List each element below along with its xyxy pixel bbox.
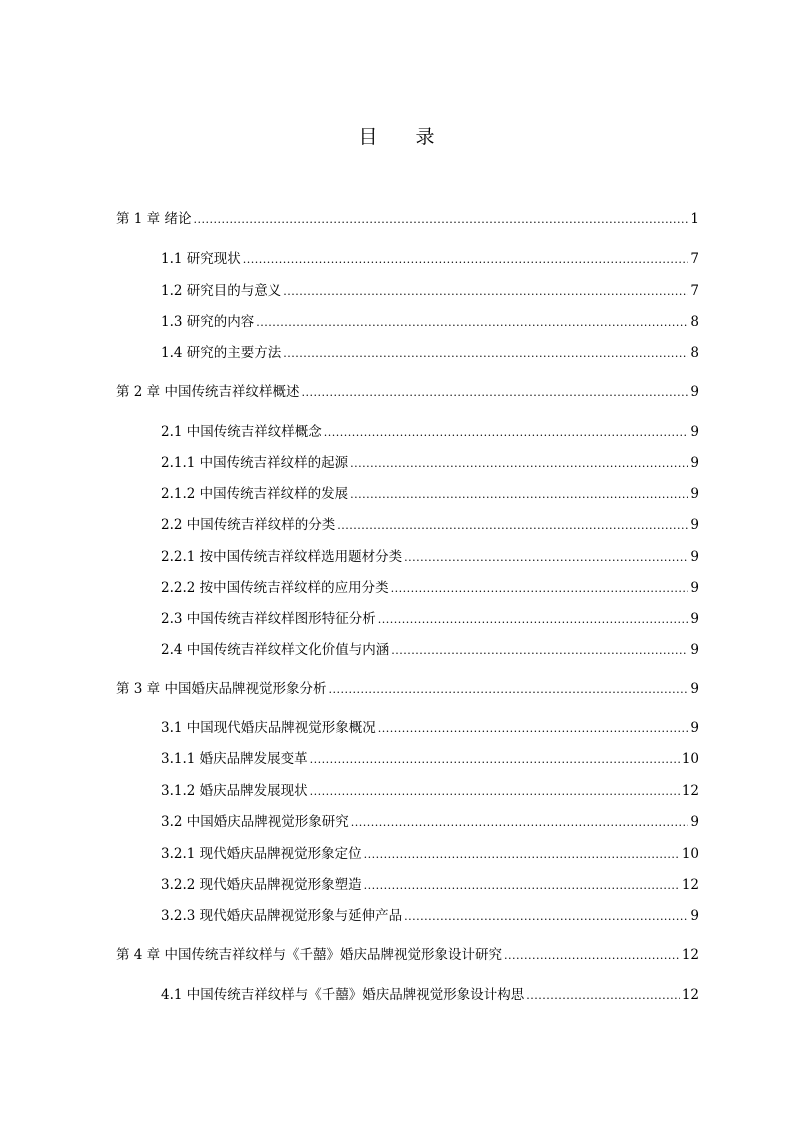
toc-entry-4-1[interactable]: [161, 986, 699, 1004]
dot-leader: [193, 211, 688, 229]
toc-entry-page: 12: [681, 947, 699, 963]
toc-entry-1-1[interactable]: [161, 250, 699, 268]
dot-leader: [378, 611, 689, 629]
toc-entry-page: 1: [690, 211, 699, 227]
toc-entry-label: 1.3 研究的内容: [161, 314, 255, 330]
toc-entry-3-2[interactable]: [161, 813, 699, 831]
toc-entry-2-2-2[interactable]: [161, 579, 699, 597]
toc-entry-page: 9: [690, 642, 699, 658]
dot-leader: [350, 486, 688, 504]
toc-entry-page: 9: [690, 814, 699, 830]
dot-leader: [404, 908, 688, 926]
toc-entry-page: 12: [681, 783, 699, 799]
toc-entry-page: 12: [681, 877, 699, 893]
toc-entry-page: 10: [681, 751, 699, 767]
toc-entry-label: 1.1 研究现状: [161, 251, 241, 267]
toc-entry-2-4[interactable]: [161, 641, 699, 659]
dot-leader: [504, 947, 680, 965]
dot-leader: [310, 751, 680, 769]
dot-leader: [404, 549, 688, 567]
toc-entry-label: 第 2 章 中国传统吉祥纹样概述: [116, 384, 300, 400]
dot-leader: [256, 314, 688, 332]
toc-entry-chapter-1[interactable]: [116, 210, 699, 228]
toc-entry-page: 9: [690, 720, 699, 736]
toc-entry-page: 9: [690, 424, 699, 440]
toc-entry-page: 8: [690, 345, 699, 361]
toc-entry-3-1-2[interactable]: [161, 782, 699, 800]
toc-entry-label: 2.1.1 中国传统吉祥纹样的起源: [161, 455, 349, 471]
toc-entry-label: 第 1 章 绪论: [116, 211, 192, 227]
toc-entry-label: 3.2 中国婚庆品牌视觉形象研究: [161, 814, 349, 830]
dot-leader: [324, 424, 689, 442]
toc-entry-label: 2.4 中国传统吉祥纹样文化价值与内涵: [161, 642, 390, 658]
page-title: [0, 122, 793, 149]
toc-entry-label: 2.2.2 按中国传统吉祥纹样的应用分类: [161, 580, 389, 596]
toc-entry-chapter-2[interactable]: [116, 383, 699, 401]
toc-entry-page: 9: [690, 455, 699, 471]
toc-entry-3-2-2[interactable]: [161, 876, 699, 894]
dot-leader: [310, 783, 680, 801]
toc-entry-label: 2.2.1 按中国传统吉祥纹样选用题材分类: [161, 549, 403, 565]
toc-entry-label: 3.2.1 现代婚庆品牌视觉形象定位: [161, 846, 362, 862]
title-char-2: 录: [415, 126, 435, 148]
toc-entry-label: 第 3 章 中国婚庆品牌视觉形象分析: [116, 681, 327, 697]
toc-entry-label: 4.1 中国传统吉祥纹样与《千囍》婚庆品牌视觉形象设计构思: [161, 987, 525, 1003]
toc-entry-label: 2.3 中国传统吉祥纹样图形特征分析: [161, 611, 376, 627]
dot-leader: [243, 251, 689, 269]
toc-entry-3-1[interactable]: [161, 719, 699, 737]
toc-entry-label: 2.1.2 中国传统吉祥纹样的发展: [161, 486, 349, 502]
dot-leader: [526, 987, 680, 1005]
toc-entry-2-2[interactable]: [161, 516, 699, 534]
toc-entry-2-1-1[interactable]: [161, 454, 699, 472]
dot-leader: [364, 846, 680, 864]
toc-entry-label: 3.1.2 婚庆品牌发展现状: [161, 783, 308, 799]
toc-entry-page: 12: [681, 987, 699, 1003]
toc-entry-label: 1.2 研究目的与意义: [161, 283, 282, 299]
toc-entry-label: 3.1.1 婚庆品牌发展变革: [161, 751, 308, 767]
toc-entry-3-2-1[interactable]: [161, 845, 699, 863]
toc-entry-page: 9: [690, 384, 699, 400]
toc-entry-3-2-3[interactable]: [161, 907, 699, 925]
toc-entry-chapter-4[interactable]: [116, 946, 699, 964]
toc-entry-1-3[interactable]: [161, 313, 699, 331]
dot-leader: [301, 384, 688, 402]
toc-entry-page: 9: [690, 681, 699, 697]
dot-leader: [328, 681, 688, 699]
dot-leader: [391, 642, 688, 660]
toc-entry-chapter-3[interactable]: [116, 680, 699, 698]
toc-entry-2-2-1[interactable]: [161, 548, 699, 566]
toc-entry-2-3[interactable]: [161, 610, 699, 628]
toc-entry-page: 8: [690, 314, 699, 330]
toc-entry-label: 3.1 中国现代婚庆品牌视觉形象概况: [161, 720, 376, 736]
dot-leader: [391, 580, 689, 598]
toc-entry-page: 7: [690, 251, 699, 267]
toc-entry-3-1-1[interactable]: [161, 750, 699, 768]
toc-entry-label: 第 4 章 中国传统吉祥纹样与《千囍》婚庆品牌视觉形象设计研究: [116, 947, 502, 963]
toc-entry-label: 1.4 研究的主要方法: [161, 345, 282, 361]
toc-entry-1-2[interactable]: [161, 282, 699, 300]
dot-leader: [283, 283, 688, 301]
toc-entry-label: 2.1 中国传统吉祥纹样概念: [161, 424, 322, 440]
dot-leader: [350, 455, 688, 473]
dot-leader: [378, 720, 689, 738]
toc-entry-label: 3.2.2 现代婚庆品牌视觉形象塑造: [161, 877, 362, 893]
toc-entry-1-4[interactable]: [161, 344, 699, 362]
dot-leader: [364, 877, 680, 895]
dot-leader: [337, 517, 688, 535]
toc-entry-2-1[interactable]: [161, 423, 699, 441]
toc-entry-2-1-2[interactable]: [161, 485, 699, 503]
dot-leader: [283, 345, 688, 363]
toc-entry-label: 3.2.3 现代婚庆品牌视觉形象与延伸产品: [161, 908, 403, 924]
toc-entry-page: 9: [690, 580, 699, 596]
toc-entry-page: 9: [690, 611, 699, 627]
toc-entry-page: 10: [681, 846, 699, 862]
toc-entry-label: 2.2 中国传统吉祥纹样的分类: [161, 517, 336, 533]
toc-entry-page: 9: [690, 908, 699, 924]
toc-entry-page: 9: [690, 517, 699, 533]
toc-entry-page: 9: [690, 486, 699, 502]
title-char-1: 目: [358, 126, 378, 148]
dot-leader: [351, 814, 689, 832]
toc-entry-page: 7: [690, 283, 699, 299]
toc-entry-page: 9: [690, 549, 699, 565]
